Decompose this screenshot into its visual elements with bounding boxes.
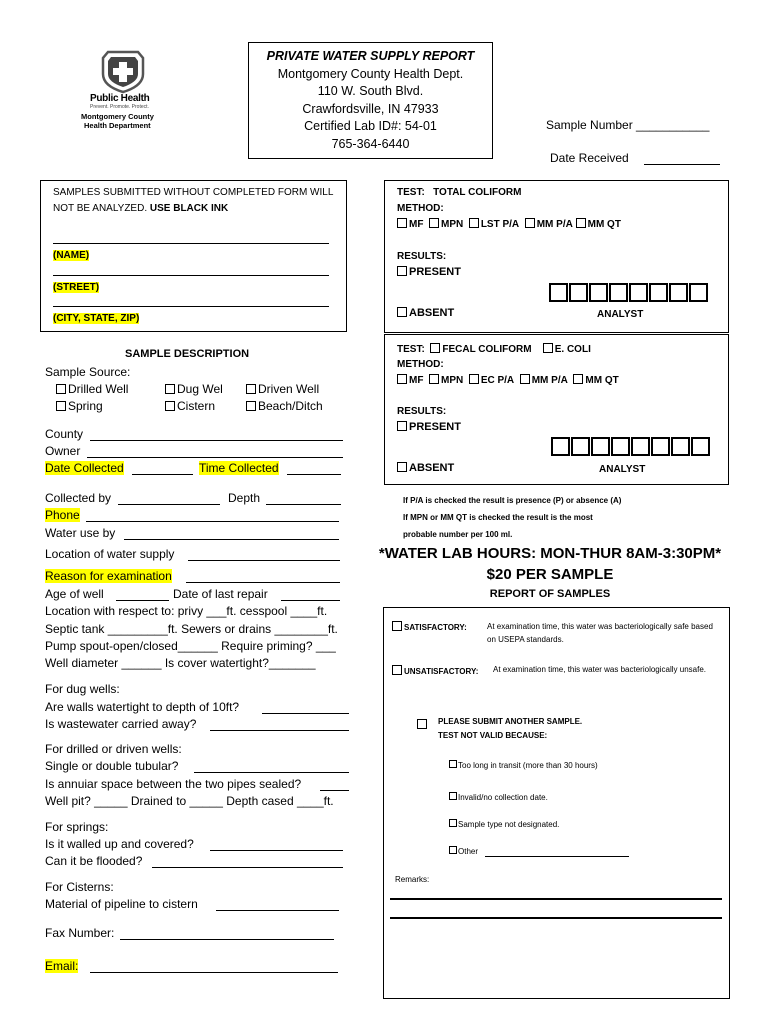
email-label: Email: — [45, 959, 79, 973]
owner-field[interactable] — [87, 457, 343, 458]
method-label: MF — [409, 219, 424, 230]
date-of-last-repair-label: Date of last repair — [173, 587, 268, 601]
checkbox-icon[interactable] — [392, 621, 402, 631]
street-label: (STREET) — [53, 282, 100, 293]
report-box — [383, 607, 730, 999]
fax-number-label: Fax Number: — [45, 926, 115, 940]
test-name: FECAL COLIFORM — [442, 344, 532, 355]
reason-sample-type[interactable] — [449, 819, 559, 829]
analyst-char-box[interactable] — [689, 283, 708, 302]
street-field[interactable] — [53, 275, 329, 276]
pipeline-field[interactable] — [216, 910, 339, 911]
water-use-by-label: Water use by — [45, 526, 116, 540]
analyst-char-box[interactable] — [611, 437, 630, 456]
test-name-2: E. COLI — [554, 344, 591, 355]
time-collected-field[interactable] — [287, 474, 341, 475]
mpn-note-line1: If MPN or MM QT is checked the result is the most — [403, 513, 593, 522]
source-cistern[interactable] — [165, 399, 215, 413]
fecal-absent[interactable] — [397, 462, 454, 474]
test-label: TEST: — [397, 187, 425, 198]
checkbox-icon[interactable] — [246, 401, 256, 411]
checkbox-icon[interactable] — [449, 792, 457, 800]
date-received-field[interactable] — [644, 164, 720, 165]
method-mpn[interactable] — [429, 375, 463, 386]
header-line4: Certified Lab ID#: 54-01 — [304, 119, 437, 133]
age-of-well-field[interactable] — [116, 600, 169, 601]
fax-number-field[interactable] — [120, 939, 334, 940]
unsatisfactory-text: At examination time, this water was bacteriologically unsafe. — [493, 665, 706, 674]
annular-field[interactable] — [320, 790, 349, 791]
analyst-char-box[interactable] — [591, 437, 610, 456]
header-line3: Crawfordsville, IN 47933 — [302, 101, 439, 116]
springs-label: For springs: — [45, 820, 109, 834]
source-label: Driven Well — [258, 382, 320, 396]
source-beach-ditch[interactable] — [246, 399, 323, 413]
analyst-boxes[interactable] — [549, 283, 709, 307]
header-box — [248, 42, 493, 159]
method-label: LST P/A — [480, 219, 520, 230]
source-label: Cistern — [177, 399, 216, 413]
logo-dept-line2: Health Department — [84, 121, 151, 130]
reason-for-examination-field[interactable] — [186, 582, 340, 583]
analyst-char-box[interactable] — [671, 437, 690, 456]
phone-label: Phone — [45, 508, 80, 522]
reason-label: Sample type not designated. — [458, 820, 560, 829]
checkbox-icon[interactable] — [417, 719, 427, 729]
sample-description-title: SAMPLE DESCRIPTION — [125, 348, 250, 360]
source-spring[interactable] — [56, 399, 103, 413]
analyst-char-box[interactable] — [669, 283, 688, 302]
analyst-char-box[interactable] — [551, 437, 570, 456]
header-line5: 765-364-6440 — [331, 136, 410, 151]
checkbox-icon[interactable] — [397, 421, 407, 431]
checkbox-icon[interactable] — [246, 384, 256, 394]
checkbox-icon[interactable] — [56, 401, 66, 411]
notice-line2 — [53, 203, 228, 214]
header-line1: Montgomery County Health Dept. — [277, 66, 464, 81]
analyst-boxes[interactable] — [551, 437, 711, 461]
date-of-last-repair-field[interactable] — [281, 600, 340, 601]
present-label: PRESENT — [409, 266, 461, 278]
method-ec-pa[interactable] — [469, 375, 514, 386]
wastewater-field[interactable] — [210, 730, 349, 731]
analyst-char-box[interactable] — [609, 283, 628, 302]
source-label: Spring — [68, 399, 103, 413]
drilled-wells-label: For drilled or driven wells: — [45, 742, 182, 756]
method-mpn[interactable] — [429, 219, 463, 230]
coliform-test — [397, 187, 521, 198]
reason-label: Invalid/no collection date. — [458, 793, 548, 802]
unsatisfactory-option[interactable] — [392, 661, 478, 679]
reason-transit[interactable] — [449, 760, 598, 770]
reason-label: Too long in transit (more than 30 hours) — [458, 761, 598, 770]
remarks-line[interactable] — [390, 917, 722, 919]
checkbox-icon[interactable] — [449, 846, 457, 854]
report-title: PRIVATE WATER SUPPLY REPORT — [266, 49, 475, 63]
city-field[interactable] — [53, 306, 329, 307]
reason-label: Other — [458, 847, 479, 856]
well-pit-label: Well pit? _____ Drained to _____ Depth cased ____ft. — [45, 794, 334, 808]
checkbox-icon[interactable] — [56, 384, 66, 394]
annular-label: Is annuiar space between the two pipes sealed? — [45, 777, 302, 791]
health-shield-icon — [100, 48, 146, 94]
source-label: Beach/Ditch — [258, 399, 323, 413]
cisterns-label: For Cisterns: — [45, 880, 114, 894]
analyst-char-box[interactable] — [549, 283, 568, 302]
source-label: Drilled Well — [68, 382, 129, 396]
source-dug-well[interactable] — [165, 382, 223, 396]
checkbox-icon[interactable] — [429, 374, 439, 384]
mpn-note-line2: probable number per 100 ml. — [403, 530, 513, 539]
checkbox-icon[interactable] — [449, 760, 457, 768]
checkbox-icon[interactable] — [165, 401, 175, 411]
county-field[interactable] — [90, 440, 343, 441]
logo-dept-line1: Montgomery County — [81, 112, 154, 121]
unsatisfactory-label: UNSATISFACTORY: — [404, 667, 479, 676]
checkbox-icon[interactable] — [397, 307, 407, 317]
fecal-results-label: RESULTS: — [397, 406, 447, 417]
notice-text: NOT BE ANALYZED. — [53, 203, 150, 214]
address-box — [40, 180, 347, 332]
flooded-label: Can it be flooded? — [45, 854, 143, 868]
analyst-char-box[interactable] — [589, 283, 608, 302]
checkbox-icon[interactable] — [576, 218, 586, 228]
other-reason-field[interactable] — [485, 856, 629, 857]
septic-tank-label: Septic tank _________ft. Sewers or drains ________ft. — [45, 622, 338, 636]
fecal-analyst-label: ANALYST — [599, 464, 646, 475]
walls-watertight-label: Are walls watertight to depth of 10ft? — [45, 700, 240, 714]
price-per-sample: $20 PER SAMPLE — [486, 566, 614, 583]
satisfactory-text-line1: At examination time, this water was bacteriologically safe based — [487, 622, 713, 631]
depth-field[interactable] — [266, 504, 341, 505]
satisfactory-text-line2: on USEPA standards. — [487, 635, 564, 644]
source-label: Dug Wel — [177, 382, 223, 396]
method-label: MM QT — [585, 375, 619, 386]
owner-label: Owner — [45, 444, 81, 458]
logo — [81, 48, 174, 138]
pump-spout-label: Pump spout-open/closed______ Require priming? ___ — [45, 639, 336, 653]
checkbox-icon[interactable] — [429, 218, 439, 228]
coliform-methods — [397, 218, 621, 230]
city-label: (CITY, STATE, ZIP) — [53, 313, 140, 324]
satisfactory-option[interactable] — [392, 617, 467, 635]
location-of-water-supply-field[interactable] — [188, 560, 340, 561]
method-mm-pa[interactable] — [520, 375, 568, 386]
checkbox-icon[interactable] — [520, 374, 530, 384]
method-mm-pa[interactable] — [525, 219, 573, 230]
checkbox-icon[interactable] — [392, 665, 402, 675]
method-label: MF — [409, 375, 424, 386]
reason-for-examination-label: Reason for examination — [45, 569, 172, 583]
analyst-char-box[interactable] — [691, 437, 710, 456]
source-drilled-well[interactable] — [56, 382, 128, 396]
sample-source-label: Sample Source: — [45, 365, 131, 379]
checkbox-icon[interactable] — [165, 384, 175, 394]
well-diameter-label: Well diameter ______ Is cover watertight?_______ — [45, 656, 316, 670]
fecal-box — [384, 334, 729, 485]
dug-wells-label: For dug wells: — [45, 682, 120, 696]
depth-label: Depth — [228, 491, 261, 505]
absent-label: ABSENT — [409, 307, 455, 319]
flooded-field[interactable] — [152, 867, 343, 868]
analyst-char-box[interactable] — [631, 437, 650, 456]
single-double-label: Single or double tubular? — [45, 759, 179, 773]
method-label: MPN — [441, 219, 464, 230]
analyst-char-box[interactable] — [651, 437, 670, 456]
time-collected-label: Time Collected — [199, 461, 279, 475]
fecal-test — [397, 343, 591, 355]
reason-invalid-date[interactable] — [449, 792, 548, 802]
reason-other[interactable] — [449, 846, 478, 856]
method-label: MM P/A — [531, 375, 568, 386]
remarks-label: Remarks: — [395, 875, 430, 884]
email-field[interactable] — [90, 972, 338, 973]
logo-name: Public Health — [90, 93, 150, 104]
method-mm-qt[interactable] — [573, 375, 618, 386]
method-label: EC P/A — [480, 375, 515, 386]
checkbox-icon[interactable] — [543, 343, 553, 353]
coliform-present[interactable] — [397, 266, 461, 278]
header-line2: 110 W. South Blvd. — [317, 84, 424, 98]
present-label: PRESENT — [409, 421, 461, 433]
analyst-char-box[interactable] — [569, 283, 588, 302]
black-ink-text: USE BLACK INK — [149, 203, 229, 214]
coliform-results-label: RESULTS: — [397, 251, 447, 262]
method-label: MM QT — [587, 219, 621, 230]
analyst-char-box[interactable] — [649, 283, 668, 302]
source-driven-well[interactable] — [246, 382, 319, 396]
coliform-absent[interactable] — [397, 307, 454, 319]
checkbox-icon[interactable] — [449, 819, 457, 827]
checkbox-icon[interactable] — [469, 218, 479, 228]
single-double-field[interactable] — [194, 772, 349, 773]
walled-up-field[interactable] — [210, 850, 343, 851]
checkbox-icon[interactable] — [573, 374, 583, 384]
checkbox-icon[interactable] — [397, 374, 407, 384]
resubmit-line2: TEST NOT VALID BECAUSE: — [438, 731, 548, 740]
location-of-water-supply-label: Location of water supply — [45, 547, 175, 561]
pipeline-label: Material of pipeline to cistern — [45, 897, 198, 911]
collected-by-label: Collected by — [45, 491, 112, 505]
resubmit-option[interactable] — [417, 715, 429, 733]
report-of-samples-title: REPORT OF SAMPLES — [489, 588, 611, 600]
method-mf[interactable] — [397, 375, 423, 386]
walled-up-label: Is it walled up and covered? — [45, 837, 194, 851]
analyst-char-box[interactable] — [571, 437, 590, 456]
checkbox-icon[interactable] — [397, 266, 407, 276]
coliform-method-label: METHOD: — [397, 203, 444, 214]
method-label: MM P/A — [536, 219, 573, 230]
checkbox-icon[interactable] — [397, 462, 407, 472]
fecal-method-label: METHOD: — [397, 359, 444, 370]
fecal-methods — [397, 374, 619, 386]
water-use-by-field[interactable] — [124, 539, 339, 540]
checkbox-icon[interactable] — [397, 218, 407, 228]
date-collected-label: Date Collected — [45, 461, 124, 475]
notice-line1: SAMPLES SUBMITTED WITHOUT COMPLETED FORM WILL — [53, 187, 334, 198]
collected-by-field[interactable] — [118, 504, 220, 505]
coliform-analyst-label: ANALYST — [597, 309, 644, 320]
method-mm-qt[interactable] — [576, 219, 621, 230]
fecal-present[interactable] — [397, 421, 461, 433]
lab-hours: *WATER LAB HOURS: MON-THUR 8AM-3:30PM* — [378, 545, 722, 562]
method-lst-pa[interactable] — [469, 219, 519, 230]
method-mf[interactable] — [397, 219, 423, 230]
date-collected-field[interactable] — [132, 474, 193, 475]
wastewater-label: Is wastewater carried away? — [45, 717, 197, 731]
coliform-box — [384, 180, 729, 333]
satisfactory-label: SATISFACTORY: — [404, 623, 467, 632]
absent-label: ABSENT — [409, 462, 455, 474]
walls-watertight-field[interactable] — [262, 713, 349, 714]
name-label: (NAME) — [53, 250, 90, 261]
checkbox-icon[interactable] — [525, 218, 535, 228]
location-respect-label: Location with respect to: privy ___ft. cesspool ____ft. — [45, 604, 328, 618]
age-of-well-label: Age of well — [45, 587, 104, 601]
checkbox-icon[interactable] — [430, 343, 440, 353]
sample-number-label[interactable]: Sample Number ___________ — [546, 118, 710, 132]
checkbox-icon[interactable] — [469, 374, 479, 384]
date-received-label: Date Received — [550, 151, 629, 165]
logo-tagline: Prevent. Promote. Protect. — [90, 104, 149, 110]
analyst-char-box[interactable] — [629, 283, 648, 302]
pa-note: If P/A is checked the result is presence (P) or absence (A) — [403, 496, 622, 505]
test-name: TOTAL COLIFORM — [433, 187, 522, 198]
resubmit-line1: PLEASE SUBMIT ANOTHER SAMPLE. — [438, 717, 583, 726]
county-label: County — [45, 427, 84, 441]
test-label: TEST: — [397, 344, 425, 355]
method-label: MPN — [441, 375, 464, 386]
remarks-line[interactable] — [390, 898, 722, 900]
name-field[interactable] — [53, 243, 329, 244]
phone-field[interactable] — [86, 521, 339, 522]
